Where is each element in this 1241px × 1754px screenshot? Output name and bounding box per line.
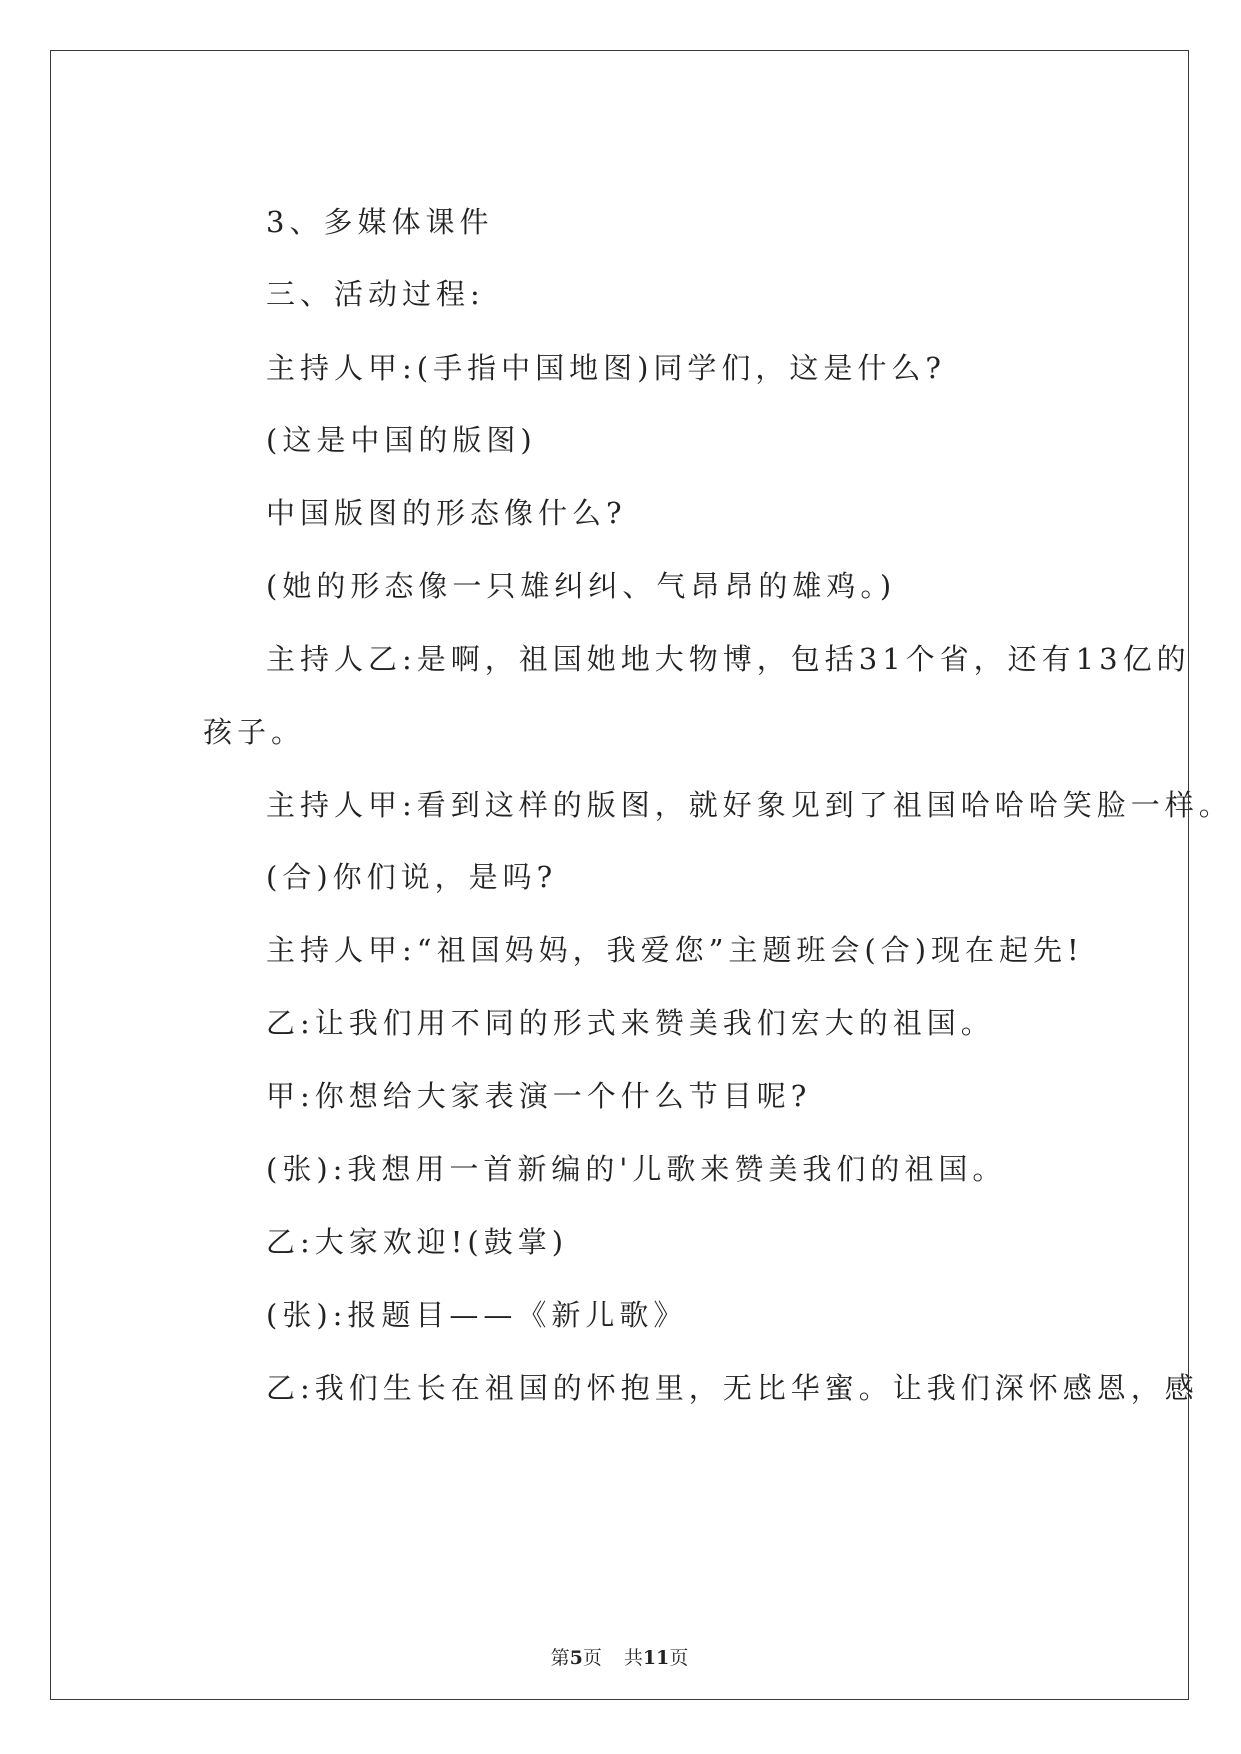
paragraph: 主持人甲:看到这样的版图，就好象见到了祖国哈哈哈笑脸一样。	[266, 788, 1233, 822]
total-prefix: 共	[623, 1647, 643, 1669]
document-body	[51, 51, 1233, 1699]
paragraph: (合)你们说，是吗?	[266, 860, 558, 894]
page-suffix: 页	[582, 1647, 602, 1669]
paragraph-continuation: 孩子。	[203, 715, 306, 749]
total-pages: 11	[642, 1647, 670, 1669]
paragraph: 主持人甲:“祖国妈妈，我爱您”主题班会(合)现在起先!	[266, 933, 1084, 967]
page-footer	[51, 1643, 1188, 1670]
paragraph: 乙:我们生长在祖国的怀抱里，无比华蜜。让我们深怀感恩，感	[266, 1371, 1199, 1405]
paragraph: 主持人甲:(手指中国地图)同学们，这是什么?	[266, 351, 946, 385]
paragraph: (张):我想用一首新编的'儿歌来赞美我们的祖国。	[266, 1152, 1007, 1186]
paragraph: 中国版图的形态像什么?	[266, 496, 627, 530]
paragraph: (张):报题目——《新儿歌》	[266, 1298, 688, 1332]
paragraph: 乙:让我们用不同的形式来赞美我们宏大的祖国。	[266, 1006, 995, 1040]
paragraph: 主持人乙:是啊，祖国她地大物博，包括31个省，还有13亿的	[266, 642, 1191, 676]
page-prefix: 第	[550, 1647, 570, 1669]
paragraph: 3、多媒体课件	[266, 205, 494, 239]
paragraph: 乙:大家欢迎!(鼓掌)	[266, 1225, 569, 1259]
section-heading: 三、活动过程:	[266, 277, 485, 311]
page-number: 5	[569, 1647, 583, 1669]
paragraph: (这是中国的版图)	[266, 423, 537, 457]
paragraph: (她的形态像一只雄纠纠、气昂昂的雄鸡。)	[266, 569, 897, 603]
page-frame	[50, 50, 1233, 1700]
total-suffix: 页	[669, 1647, 689, 1669]
paragraph: 甲:你想给大家表演一个什么节目呢?	[266, 1079, 812, 1113]
